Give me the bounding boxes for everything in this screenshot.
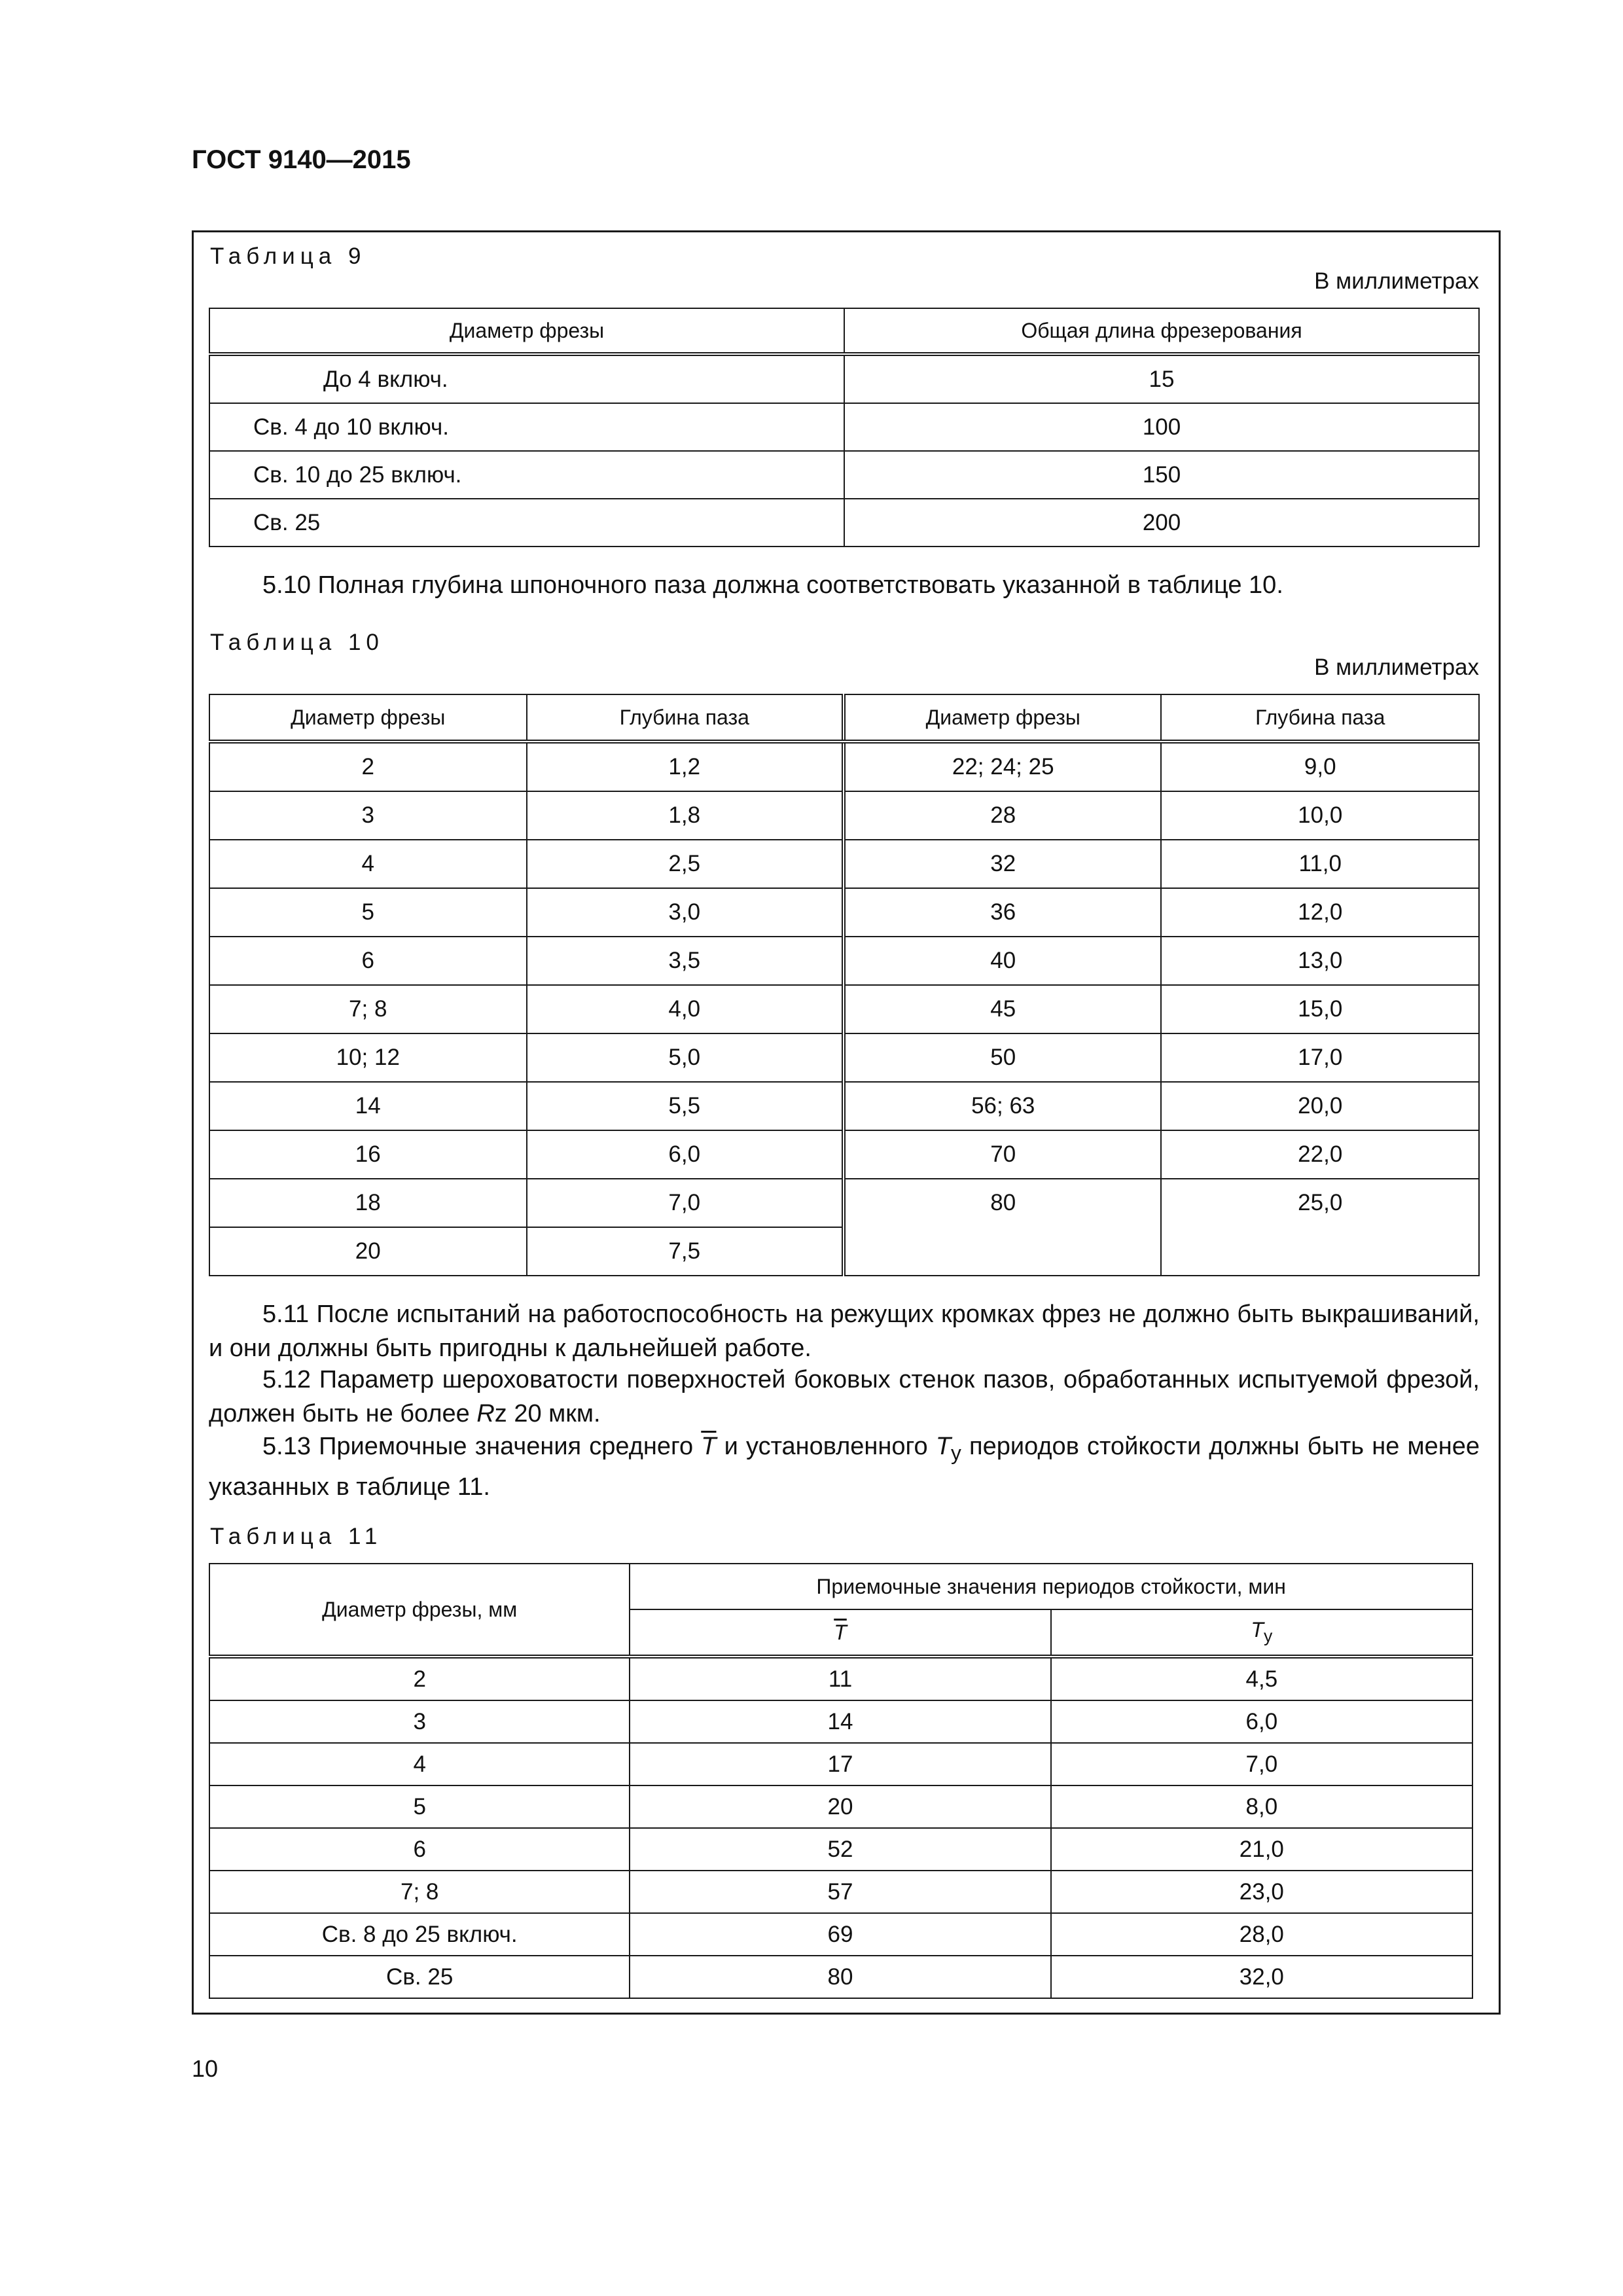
paragraph-5-12-text-end: z 20 мкм. (494, 1400, 601, 1427)
table9-cell: Св. 4 до 10 включ. (209, 403, 844, 451)
table11-cell: 20 (630, 1785, 1050, 1828)
table-row (209, 354, 1479, 403)
table10-cell: 25,0 (1161, 1179, 1479, 1276)
table11-cell: 2 (209, 1657, 630, 1700)
t-mean-symbol: $\overline{T}$ (701, 1433, 717, 1460)
t-set-header-symbol: T (1251, 1618, 1264, 1642)
table10-cell: 10; 12 (209, 1033, 527, 1082)
table10-header-diameter: Диаметр фрезы (209, 694, 527, 742)
table10-cell: 12,0 (1161, 888, 1479, 937)
table-row (209, 1871, 1472, 1913)
table-row (209, 985, 1479, 1033)
table9-cell: До 4 включ. (209, 354, 844, 403)
table10-cell: 6 (209, 937, 527, 985)
table-9 (209, 308, 1480, 547)
paragraph-5-13-text-mid: и установленного (716, 1433, 936, 1460)
table10-cell: 56; 63 (844, 1082, 1162, 1130)
table10-cell: 22,0 (1161, 1130, 1479, 1179)
table10-header-depth-2: Глубина паза (1161, 694, 1479, 742)
table-row (209, 791, 1479, 840)
table-row (209, 1913, 1472, 1956)
table11-cell: 14 (630, 1700, 1050, 1743)
table11-cell: 4,5 (1051, 1657, 1472, 1700)
paragraph-5-11: 5.11 После испытаний на работоспособность на режущих кромках фрез не должно быть выкрашиваний, и они должны быть пригодны к дальнейшей работе. (209, 1300, 1480, 1362)
table11-cell: Св. 25 (209, 1956, 630, 1998)
table-row (209, 1657, 1472, 1700)
t-mean-header-symbol: $\overline{T}$ (834, 1620, 847, 1644)
table10-cell: 1,2 (527, 742, 844, 791)
table11-cell: 4 (209, 1743, 630, 1785)
table10-cell: 32 (844, 840, 1162, 888)
table10-cell: 9,0 (1161, 742, 1479, 791)
table11-caption: Таблица 11 (210, 1524, 383, 1549)
paragraph-5-13-text: 5.13 Приемочные значения среднего (262, 1433, 702, 1460)
paragraph-5-12 (209, 1363, 1480, 1431)
paragraph-5-13 (209, 1429, 1480, 1504)
table-row (209, 499, 1479, 547)
table11-cell: 52 (630, 1828, 1050, 1871)
table10-cell: 5,0 (527, 1033, 844, 1082)
table10-cell: 3 (209, 791, 527, 840)
table11-header-ty (1051, 1609, 1472, 1657)
table9-cell: 200 (844, 499, 1479, 547)
paragraph-5-10: 5.10 Полная глубина шпоночного паза должна соответствовать указанной в таблице 10. (262, 571, 1283, 599)
table9-cell: 15 (844, 354, 1479, 403)
table11-cell: 5 (209, 1785, 630, 1828)
table-11 (209, 1563, 1473, 1999)
table10-cell: 7,0 (527, 1179, 844, 1227)
table-row (209, 451, 1479, 499)
table10-cell: 22; 24; 25 (844, 742, 1162, 791)
table-row (209, 1082, 1479, 1130)
table-row (209, 1130, 1479, 1179)
table-row (209, 1828, 1472, 1871)
table9-units: В миллиметрах (1314, 268, 1479, 294)
table11-cell: 7; 8 (209, 1871, 630, 1913)
table-row (209, 1033, 1479, 1082)
table11-cell: 57 (630, 1871, 1050, 1913)
table9-header-length: Общая длина фрезерования (844, 308, 1479, 354)
table10-cell: 45 (844, 985, 1162, 1033)
table10-cell: 4 (209, 840, 527, 888)
page-number: 10 (192, 2055, 219, 2082)
table11-cell: 8,0 (1051, 1785, 1472, 1828)
table10-cell: 2,5 (527, 840, 844, 888)
table-row (209, 1956, 1472, 1998)
table10-header-depth: Глубина паза (527, 694, 844, 742)
table10-cell: 28 (844, 791, 1162, 840)
table10-cell: 14 (209, 1082, 527, 1130)
table11-cell: 3 (209, 1700, 630, 1743)
table11-cell: 80 (630, 1956, 1050, 1998)
table10-cell: 20 (209, 1227, 527, 1276)
table-10 (209, 694, 1480, 1276)
table11-cell: 17 (630, 1743, 1050, 1785)
table-row (209, 888, 1479, 937)
paragraph-5-12-text: 5.12 Параметр шероховатости поверхностей боковых стенок пазов, обработанных испытуемой фрезой, должен быть не более (209, 1366, 1480, 1427)
table9-cell: Св. 10 до 25 включ. (209, 451, 844, 499)
table10-cell: 3,5 (527, 937, 844, 985)
table-row (209, 1700, 1472, 1743)
table11-cell: 28,0 (1051, 1913, 1472, 1956)
table10-cell: 50 (844, 1033, 1162, 1082)
table9-cell: 100 (844, 403, 1479, 451)
table11-cell: 69 (630, 1913, 1050, 1956)
table-row (209, 1179, 1479, 1227)
t-set-symbol: T (935, 1433, 952, 1460)
table10-cell: 15,0 (1161, 985, 1479, 1033)
table10-cell: 13,0 (1161, 937, 1479, 985)
table9-cell: 150 (844, 451, 1479, 499)
table10-cell: 2 (209, 742, 527, 791)
table10-cell: 18 (209, 1179, 527, 1227)
table11-header-t (630, 1609, 1050, 1657)
table-row (209, 403, 1479, 451)
table11-header-diameter: Диаметр фрезы, мм (209, 1564, 630, 1657)
table11-cell: Св. 8 до 25 включ. (209, 1913, 630, 1956)
table10-cell: 7,5 (527, 1227, 844, 1276)
table11-header-group: Приемочные значения периодов стойкости, мин (630, 1564, 1472, 1609)
table11-cell: 6 (209, 1828, 630, 1871)
table9-header-diameter: Диаметр фрезы (209, 308, 844, 354)
table10-cell: 11,0 (1161, 840, 1479, 888)
rz-symbol: R (476, 1400, 495, 1427)
table10-cell: 17,0 (1161, 1033, 1479, 1082)
table-row (209, 1743, 1472, 1785)
t-set-subscript: у (951, 1441, 961, 1465)
table10-cell: 4,0 (527, 985, 844, 1033)
table10-cell: 1,8 (527, 791, 844, 840)
table11-cell: 32,0 (1051, 1956, 1472, 1998)
table10-cell: 5 (209, 888, 527, 937)
table11-cell: 6,0 (1051, 1700, 1472, 1743)
table-row (209, 742, 1479, 791)
table11-cell: 21,0 (1051, 1828, 1472, 1871)
table11-cell: 23,0 (1051, 1871, 1472, 1913)
table10-cell: 40 (844, 937, 1162, 985)
table-row (209, 840, 1479, 888)
table10-cell: 3,0 (527, 888, 844, 937)
table10-caption: Таблица 10 (210, 630, 384, 655)
document-header: ГОСТ 9140—2015 (192, 145, 411, 174)
table10-cell: 6,0 (527, 1130, 844, 1179)
t-set-header-subscript: у (1263, 1626, 1273, 1646)
table10-cell: 80 (844, 1179, 1162, 1276)
table10-header-diameter-2: Диаметр фрезы (844, 694, 1162, 742)
table10-cell: 10,0 (1161, 791, 1479, 840)
table10-units: В миллиметрах (1314, 655, 1479, 680)
table10-cell: 7; 8 (209, 985, 527, 1033)
table10-cell: 20,0 (1161, 1082, 1479, 1130)
table10-cell: 70 (844, 1130, 1162, 1179)
paragraph-5-13-text-end: периодов стойкости должны быть не менее указанных в таблице 11. (209, 1433, 1480, 1501)
table10-cell: 5,5 (527, 1082, 844, 1130)
table11-cell: 11 (630, 1657, 1050, 1700)
table10-cell: 36 (844, 888, 1162, 937)
table9-caption: Таблица 9 (210, 243, 366, 269)
table11-cell: 7,0 (1051, 1743, 1472, 1785)
table10-cell: 16 (209, 1130, 527, 1179)
table9-cell: Св. 25 (209, 499, 844, 547)
table-row (209, 937, 1479, 985)
table-row (209, 1785, 1472, 1828)
